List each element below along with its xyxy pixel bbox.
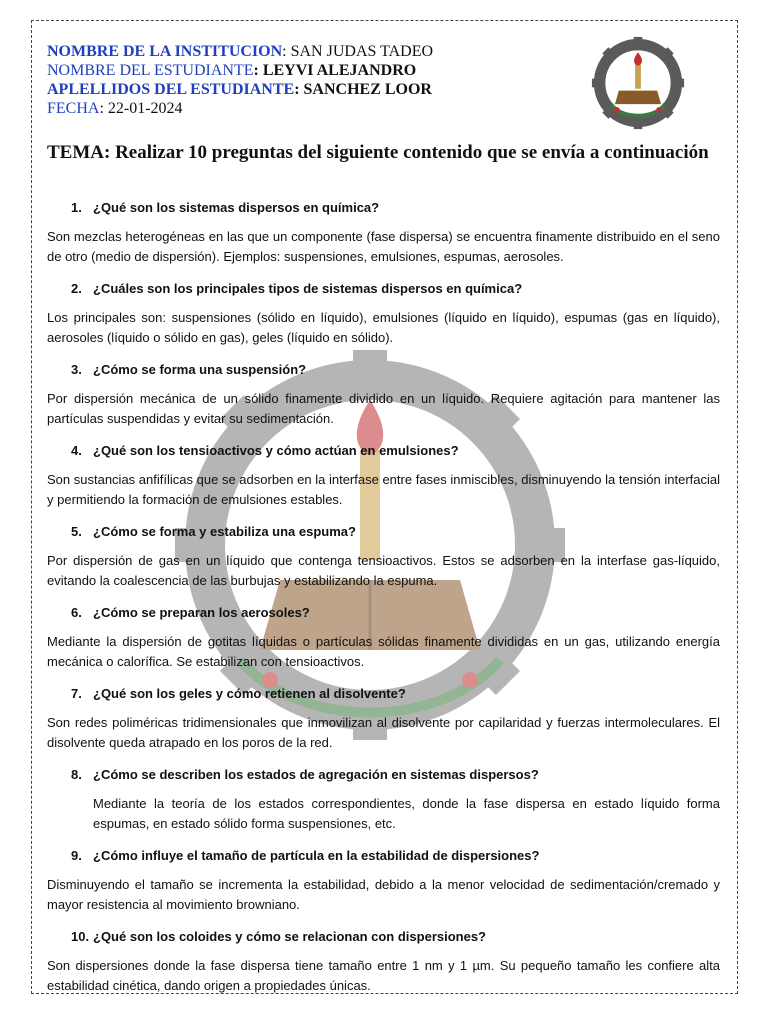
student-surname-line [47,80,433,99]
question-4: 4. ¿Qué son los tensioactivos y cómo actúan en emulsiones? [71,443,459,458]
answer-3: Por dispersión mecánica de un sólido finamente dividido en un líquido. Requiere agitación para mantener las partículas suspendidas y evitar su sedimentación. [47,391,720,426]
topic-heading: TEMA: Realizar 10 preguntas del siguiente contenido que se envía a continuación [47,142,709,163]
answer-1: Son mezclas heterogéneas en las que un componente (fase dispersa) se encuentra finamente distribuido en el seno de otro (medio de dispersión). Ejemplos: suspensiones, emulsiones, espumas, aerosoles. [47,229,720,264]
answer-6: Mediante la dispersión de gotitas líquidas o partículas sólidas finamente divididas en un gas, utilizando energía mecánica o calorífica. Se estabilizan con tensioactivos. [47,634,720,669]
answer-5: Por dispersión de gas en un líquido que contenga tensioactivos. Estos se adsorben en la interfase gas-líquido, evitando la coalescencia de las burbujas y estabilizando la espuma. [47,553,720,588]
answer-9: Disminuyendo el tamaño se incrementa la estabilidad, debido a la menor velocidad de sedimentación/cremado y mayor resistencia al movimiento browniano. [47,877,720,912]
student-surname-label: APLELLIDOS DEL ESTUDIANTE [47,81,295,98]
student-surname-value: : SANCHEZ LOOR [294,81,432,98]
institution-value: : SAN JUDAS TADEO [282,43,434,60]
question-7: 7. ¿Qué son los geles y cómo retienen al disolvente? [71,686,406,701]
question-6: 6. ¿Cómo se preparan los aerosoles? [71,605,310,620]
question-1: 1. ¿Qué son los sistemas dispersos en química? [71,200,380,215]
answer-10: Son dispersiones donde la fase dispersa tiene tamaño entre 1 nm y 1 µm. Su pequeño tamaño les confiere alta estabilidad cinética, dando origen a propiedades únicas. [47,958,720,993]
questions-list [47,198,720,1008]
answer-4: Son sustancias anfifílicas que se adsorben en la interfase entre fases inmiscibles, disminuyendo la tensión interfacial y permitiendo la formación de emulsiones estables. [47,472,720,507]
date-label: FECHA [47,100,100,117]
answer-2: Los principales son: suspensiones (sólido en líquido), emulsiones (líquido en líquido), espumas (gas en líquido), aerosoles (líquido o sólido en gas), geles (líquido en sólido). [47,310,720,345]
question-5: 5. ¿Cómo se forma y estabiliza una espuma? [71,524,356,539]
student-name-label: NOMBRE DEL ESTUDIANTE [47,62,254,79]
question-3: 3. ¿Cómo se forma una suspensión? [71,362,307,377]
document-header [47,42,433,118]
answer-8: Mediante la teoría de los estados correspondientes, donde la fase dispersa en estado líquido forma espumas, en estado sólido forma suspensiones, etc. [93,796,720,831]
question-8: 8. ¿Cómo se describen los estados de agregación en sistemas dispersos? [71,767,539,782]
question-10: 10. ¿Qué son los coloides y cómo se relacionan con dispersiones? [71,929,486,944]
answer-7: Son redes poliméricas tridimensionales que inmovilizan al disolvente por capilaridad y fuerzas intermoleculares. El disolvente queda atrapado en los poros de la red. [47,715,720,750]
school-logo [590,35,686,131]
question-9: 9. ¿Cómo influye el tamaño de partícula en la estabilidad de dispersiones? [71,848,540,863]
date-line [47,99,433,118]
institution-line [47,42,433,61]
date-value: : 22-01-2024 [99,100,183,117]
institution-label: NOMBRE DE LA INSTITUCION [47,43,283,60]
student-name-value: : LEYVI ALEJANDRO [253,62,417,79]
question-2: 2. ¿Cuáles son los principales tipos de sistemas dispersos en química? [71,281,523,296]
student-name-line [47,61,433,80]
